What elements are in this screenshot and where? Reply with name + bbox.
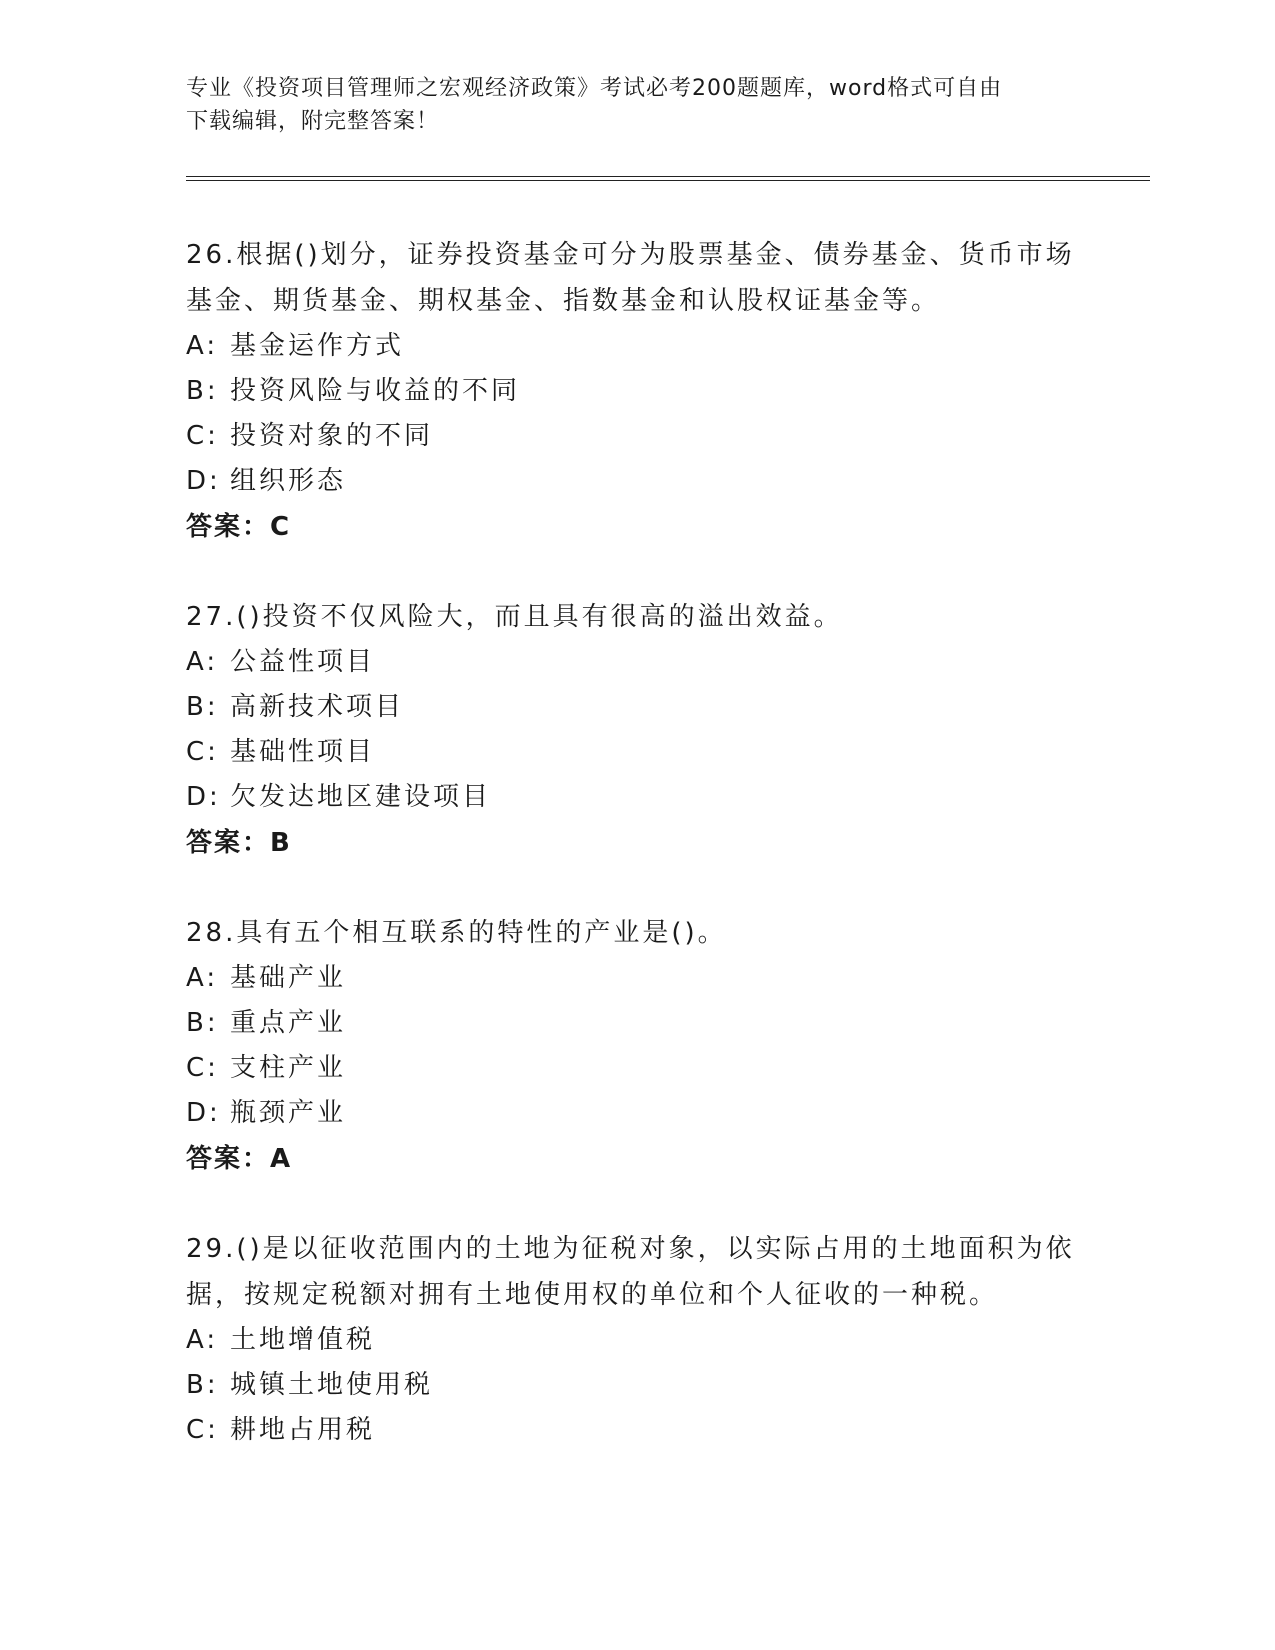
option-key: B: xyxy=(186,376,219,406)
option-key: B: xyxy=(186,692,219,722)
option-key: D: xyxy=(186,1098,221,1128)
answer-line: 答案：B xyxy=(186,828,292,858)
question-stem: 26.根据()划分，证券投资基金可分为股票基金、债券基金、货币市场基金、期货基金、期权基金、指数基金和认股权证基金等。 xyxy=(186,240,1075,316)
option-text: 支柱产业 xyxy=(230,1053,347,1083)
question-28 xyxy=(186,910,1086,1182)
option-text: 土地增值税 xyxy=(230,1325,376,1355)
document-header xyxy=(186,72,1086,138)
option-key: D: xyxy=(186,466,221,496)
option-text: 城镇土地使用税 xyxy=(230,1370,434,1400)
option-b xyxy=(186,1363,1086,1408)
option-key: A: xyxy=(186,1325,219,1355)
header-line-2: 下载编辑，附完整答案！ xyxy=(186,109,440,134)
option-d xyxy=(186,459,1086,504)
answer-line: 答案：A xyxy=(186,1144,293,1174)
option-b xyxy=(186,1001,1086,1046)
question-stem: 28.具有五个相互联系的特性的产业是()。 xyxy=(186,918,727,948)
header-line-1: 专业《投资项目管理师之宏观经济政策》考试必考200题题库，word格式可自由 xyxy=(186,76,1003,101)
option-text: 投资对象的不同 xyxy=(230,421,434,451)
option-key: D: xyxy=(186,782,221,812)
option-text: 耕地占用税 xyxy=(230,1415,376,1445)
option-a xyxy=(186,640,1086,685)
option-b xyxy=(186,369,1086,414)
option-key: B: xyxy=(186,1370,219,1400)
option-key: C: xyxy=(186,421,219,451)
header-divider xyxy=(186,176,1150,181)
option-d xyxy=(186,775,1086,820)
option-key: B: xyxy=(186,1008,219,1038)
option-key: A: xyxy=(186,331,219,361)
question-list xyxy=(186,232,1086,1497)
option-text: 高新技术项目 xyxy=(230,692,405,722)
option-text: 投资风险与收益的不同 xyxy=(230,376,521,406)
option-text: 公益性项目 xyxy=(230,647,376,677)
question-29 xyxy=(186,1226,1086,1453)
option-a xyxy=(186,956,1086,1001)
option-b xyxy=(186,685,1086,730)
option-c xyxy=(186,730,1086,775)
question-26 xyxy=(186,232,1086,550)
option-text: 基础产业 xyxy=(230,963,347,993)
option-c xyxy=(186,414,1086,459)
question-stem: 29.()是以征收范围内的土地为征税对象，以实际占用的土地面积为依据，按规定税额对拥有土地使用权的单位和个人征收的一种税。 xyxy=(186,1234,1075,1310)
option-text: 瓶颈产业 xyxy=(230,1098,347,1128)
option-key: C: xyxy=(186,1415,219,1445)
option-a xyxy=(186,324,1086,369)
question-stem: 27.()投资不仅风险大，而且具有很高的溢出效益。 xyxy=(186,602,843,632)
option-text: 基础性项目 xyxy=(230,737,376,767)
option-key: C: xyxy=(186,1053,219,1083)
option-key: A: xyxy=(186,963,219,993)
option-text: 组织形态 xyxy=(230,466,347,496)
option-text: 基金运作方式 xyxy=(230,331,405,361)
option-c xyxy=(186,1408,1086,1453)
option-key: A: xyxy=(186,647,219,677)
option-a xyxy=(186,1318,1086,1363)
option-key: C: xyxy=(186,737,219,767)
option-d xyxy=(186,1091,1086,1136)
option-c xyxy=(186,1046,1086,1091)
question-27 xyxy=(186,594,1086,866)
option-text: 欠发达地区建设项目 xyxy=(230,782,492,812)
answer-line: 答案：C xyxy=(186,512,292,542)
option-text: 重点产业 xyxy=(230,1008,347,1038)
